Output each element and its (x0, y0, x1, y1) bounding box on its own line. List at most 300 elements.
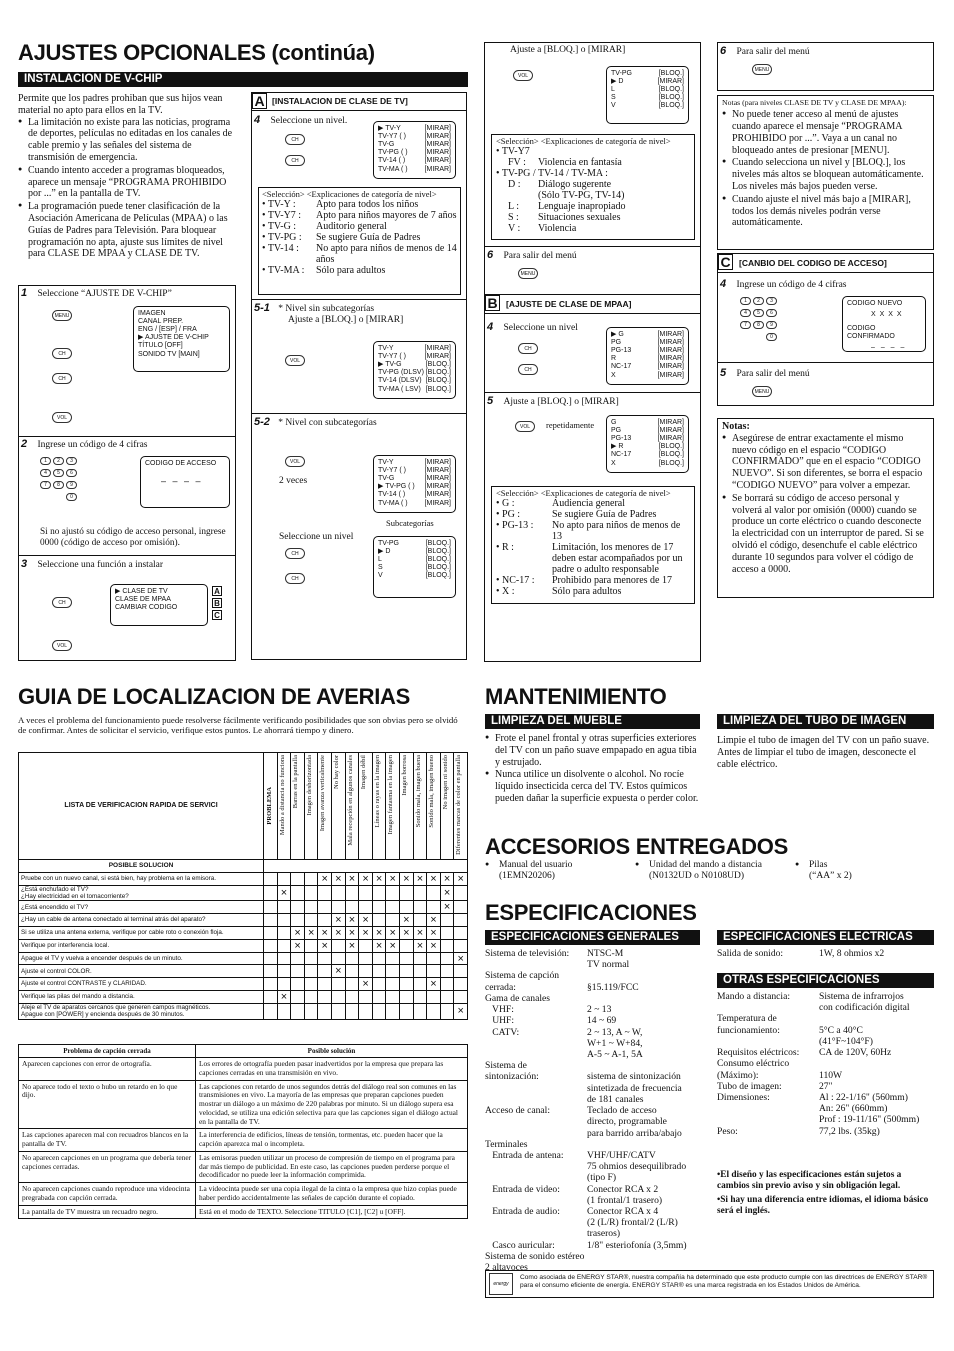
problem-col-header (386, 753, 400, 860)
ch-down-button-icon: CH (285, 573, 305, 584)
mpaa-bar: [AJUSTE DE CLASE DE MPAA] (506, 299, 632, 309)
selection-key: • TV-PG / TV-14 / TV-MA : (496, 168, 608, 180)
menu-line: ▶ CLASE DE TV (115, 588, 168, 595)
blank-cell (400, 901, 414, 914)
row-label: ▶ TV-G (378, 361, 402, 369)
selection-item (496, 520, 690, 542)
solution-text-2: ¿Hay electricidad en el tomacorriente? (21, 893, 129, 901)
screen-row (611, 347, 684, 355)
legal-note: •El diseño y las especificaciones están sujetos a cambios sin previo aviso y sin obligación legal. (717, 1170, 902, 1191)
solution-cell (19, 991, 264, 1004)
selection-header: <Selección> <Explicaciones de categoría de nivel> (262, 189, 437, 199)
intro-text: Permite que los padres prohiban que sus hijos vean material no apto para ellos en la TV. (18, 93, 223, 116)
screen-row (378, 353, 451, 361)
table-row (19, 927, 468, 940)
solution-cell (19, 1003, 264, 1019)
row-label: X (611, 371, 616, 379)
table-row (19, 1205, 468, 1219)
row-label: NC-17 (611, 363, 632, 371)
col4-step6 (720, 45, 810, 58)
spec-value: con codificación digital (819, 1002, 910, 1014)
step-text: Seleccione “AJUSTE DE V-CHIP” (37, 289, 172, 299)
check-mark: × (304, 927, 318, 940)
row-label: TV-14 ( ) (378, 157, 406, 165)
new-code-field: X X X X (871, 311, 903, 319)
selection-item (496, 201, 690, 212)
blank-cell (372, 978, 386, 991)
bullet-icon: ● (485, 860, 490, 868)
blank-cell (264, 991, 278, 1004)
blank-cell (359, 952, 373, 965)
spec-key (485, 1195, 587, 1206)
row-label: TV-PG (378, 540, 400, 547)
selection-item (496, 168, 690, 179)
step-text: Ingrese un código de 4 cifras (736, 280, 847, 290)
check-mark: × (386, 927, 400, 940)
table-row (19, 1058, 468, 1080)
screen-row (611, 86, 684, 94)
spec-key: (Máximo): (717, 1069, 759, 1081)
step-number: 5-1 (254, 302, 270, 314)
selection-key: • X : (496, 586, 515, 598)
blank-cell (427, 991, 441, 1004)
spec-value: directo, programable (587, 1116, 667, 1128)
selection-list (262, 199, 457, 276)
selection-item (496, 575, 690, 586)
code-step5 (720, 367, 810, 380)
row-label: L (378, 556, 382, 564)
spec-value: TV normal (587, 959, 630, 971)
spec-row (485, 1049, 700, 1060)
row-value: [BLOQ.] (658, 451, 684, 459)
step-number: 5 (720, 367, 727, 379)
desc-line: Violencia en fantasía (538, 157, 622, 169)
spec-row (485, 1184, 700, 1195)
selection-item (496, 212, 690, 223)
spec-key: sintonización: (485, 1071, 539, 1083)
row-value: [MIRAR] (657, 435, 684, 443)
menu-line: SONIDO TV [MAIN] (138, 350, 200, 358)
selection-key: • TV-Y7 (496, 146, 530, 158)
tv-rating-screen (373, 341, 456, 399)
row-value: [BLOQ.] (658, 459, 684, 467)
divider (18, 436, 236, 437)
solution-cell (19, 939, 264, 952)
mueble-list (485, 733, 700, 806)
spec-row (485, 1004, 700, 1015)
check-mark: × (427, 978, 441, 991)
divider (251, 299, 467, 300)
key-7: 7 (40, 481, 51, 489)
blank-cell (454, 901, 468, 914)
function-tags (212, 586, 222, 622)
step-number: 4 (254, 114, 261, 126)
spec-row (485, 1083, 700, 1094)
blank-cell (332, 885, 346, 901)
bullet-item: ● Frote el panel frontal y otras superficies exteriores del TV con un paño suave empapado en agua tibia y estrujado. (485, 733, 700, 768)
blank-cell (264, 927, 278, 940)
spec-value: 110W (819, 1069, 843, 1081)
spec-row (485, 982, 700, 993)
problem-label: Líneas o rayas en la imagen (373, 755, 381, 828)
row-label: TV-MA ( LSV) (378, 385, 421, 393)
check-mark: × (413, 927, 427, 940)
spec-row (717, 1092, 934, 1103)
key-0: 0 (66, 493, 77, 501)
key-8: 8 (53, 481, 64, 489)
vol-button-icon: VOL (513, 70, 533, 81)
step-number: 2 (21, 438, 28, 450)
screen-row (378, 548, 451, 556)
tv-step52 (254, 416, 377, 429)
blank-cell (318, 1003, 332, 1019)
table-row (19, 952, 468, 965)
selection-key: D : (508, 179, 521, 191)
selection-desc: Sólo para adultos (552, 586, 622, 598)
screen-row (378, 491, 451, 499)
screen-row (378, 141, 451, 149)
spec-key (485, 959, 587, 970)
blank-cell (454, 965, 468, 978)
screen-row (611, 355, 684, 363)
spec-row (717, 1002, 934, 1013)
spec-key: Tubo de imagen: (717, 1080, 782, 1092)
blank-cell (413, 885, 427, 901)
tv-rating-screen (373, 121, 456, 179)
row-value: [MIRAR] (424, 467, 451, 475)
screen-row (378, 500, 451, 508)
problem-col-header (291, 753, 305, 860)
spec-key (485, 1217, 587, 1239)
blank-cell (386, 1003, 400, 1019)
confirm-code-label: CODIGO CONFIRMADO (847, 325, 895, 341)
row-value: [MIRAR] (657, 419, 684, 426)
problem-label: Sonido mala, imagen buena (414, 755, 422, 828)
blank-cell (386, 901, 400, 914)
row-value: [BLOQ.] (658, 94, 684, 102)
check-mark: × (318, 939, 332, 952)
select-level-label: Seleccione un nivel (279, 532, 354, 542)
row-value: [MIRAR] (657, 371, 684, 379)
spec-value: 1/8" esteriofonía (3,5mm) (587, 1239, 687, 1251)
screen-row (378, 149, 451, 157)
row-label: TV-G (378, 141, 395, 149)
row-label: TV-14 (DLSV) (378, 377, 422, 385)
bullet-icon: ● (635, 860, 640, 868)
check-mark: × (291, 939, 305, 952)
bullet-item: ● No puede tener acceso al menú de ajustes cuando aparece el mensaje “PROGRAMA PROHIBIDO por ...”. Vaya a un canal no bloqueado antes de presionar [MENU]. (722, 109, 929, 156)
screen-row (378, 564, 451, 572)
solution-text: Aleje el TV de aparatos cercanos que generen campos magnéticos. (21, 1003, 211, 1011)
spec-value: 2 ~ 13 (587, 1004, 612, 1016)
problem-col-header (427, 753, 441, 860)
screen-row (378, 386, 451, 394)
row-label: ▶ R (611, 443, 624, 451)
table-row (19, 872, 468, 885)
spec-row (717, 1047, 934, 1058)
blank-cell (413, 901, 427, 914)
spec-value: 14 ~ 69 (587, 1015, 617, 1027)
mant-title: MANTENIMIENTO (485, 684, 667, 709)
vol-button-icon: VOL (515, 421, 535, 432)
row-label: TV-Y7 ( ) (378, 133, 407, 141)
solution-text: ¿Está enchufado el TV? (21, 885, 89, 893)
blank-cell (454, 939, 468, 952)
selection-header: <Selección> <Explicaciones de categoría de nivel> (496, 488, 671, 498)
table-row (19, 1151, 468, 1182)
spec-row (485, 1161, 700, 1172)
col3-step6 (487, 249, 577, 262)
check-mark: × (427, 927, 441, 940)
row-value: [BLOQ.] (658, 102, 684, 110)
step-number: 5 (487, 395, 494, 407)
spec-row (485, 1150, 700, 1161)
spec-row (485, 1240, 700, 1251)
blank-cell (386, 952, 400, 965)
solution-cell (19, 978, 264, 991)
check-mark: × (454, 872, 468, 885)
problem-col-header (277, 753, 291, 860)
spec-key: VHF: (485, 1004, 514, 1016)
blank-cell (264, 860, 468, 873)
cc-problem: Las capciones aparecen mal con recuadros blancos en la pantalla de TV. (19, 1129, 196, 1151)
spec-value: Sistema de infrarrojos (819, 991, 904, 1002)
selection-desc: No apto para niños de menos de 14 años (316, 243, 457, 266)
blank-cell (264, 952, 278, 965)
blank-cell (304, 939, 318, 952)
blank-cell (332, 952, 346, 965)
spec-value: Prof : 19-11/16" (500mm) (819, 1114, 920, 1126)
subcat-selection-box (491, 134, 695, 240)
row-label: R (611, 355, 617, 363)
energy-star-logo-icon: energy (489, 1273, 513, 1295)
spec-row (485, 948, 700, 959)
access-code-screen (140, 456, 230, 508)
selection-item (496, 157, 690, 168)
cc-solution: La interferencia de edificios, líneas de tensión, tormentas, etc. pueden hacer que la capción aparezca mal o incompleta. (196, 1129, 468, 1151)
blank-cell (318, 901, 332, 914)
selection-list (496, 146, 690, 234)
spec-row (717, 991, 934, 1002)
tag-a: A (212, 586, 222, 596)
divider (484, 313, 701, 314)
blank-cell (304, 965, 318, 978)
ch-up-button-icon: CH (285, 548, 305, 559)
spec-key: Entrada de audio: (485, 1206, 560, 1218)
row-value: [MIRAR] (424, 353, 451, 361)
solution-text: Verifique las pilas del mando a distancia. (21, 993, 135, 1001)
ch-down-button-icon: CH (52, 373, 72, 384)
screen-row (611, 451, 684, 459)
table-row (19, 1080, 468, 1129)
spec-value: VHF/UHF/CATV (587, 1149, 656, 1161)
step-number: 4 (487, 321, 494, 333)
desc-line: Situaciones sexuales (538, 212, 621, 224)
solution-cell (19, 965, 264, 978)
screen-row (378, 459, 451, 467)
row-value: [MIRAR] (657, 355, 684, 363)
table-row (19, 914, 468, 927)
subcategory-screen (606, 66, 689, 124)
screen-row (611, 435, 684, 443)
blank-cell (400, 1003, 414, 1019)
spec-row (485, 1094, 700, 1105)
check-mark: × (427, 872, 441, 885)
row-label: L (611, 86, 615, 94)
number-keypad-icon (740, 295, 800, 343)
row-value: [MIRAR] (657, 347, 684, 355)
check-mark: × (413, 939, 427, 952)
spec-key: cerrada: (485, 981, 516, 993)
screen-row (378, 166, 451, 174)
blank-cell (304, 872, 318, 885)
selection-item (496, 586, 690, 597)
other-specs (717, 991, 934, 1137)
blank-cell (264, 965, 278, 978)
spec-key: Sistema de televisión: (485, 948, 570, 959)
tv-step4 (254, 114, 347, 127)
screen-row (378, 361, 451, 369)
check-mark: × (345, 939, 359, 952)
blank-cell (359, 991, 373, 1004)
menu-button-icon: MENU (752, 64, 772, 75)
spec-row (717, 1126, 934, 1137)
bullet-item: ● La programación puede tener clasificación de la Asociación Americana de Películas (MPAA) o las Guías de Padres para Televisión. Para bloquear programación no apta, ajuste sus límites de nivel para CLASE DE MPAA y CLASE DE TV. (18, 201, 236, 260)
accessory-item (635, 860, 795, 882)
selection-key: V : (508, 223, 521, 235)
selection-item (262, 199, 457, 210)
screen-row (611, 94, 684, 102)
blank-cell (386, 991, 400, 1004)
legal-note: •Si hay una diferencia entre idiomas, el idioma básico será el inglés. (717, 1194, 929, 1216)
row-value: [BLOQ.] (425, 572, 451, 580)
blank-cell (413, 1003, 427, 1019)
step-text-2: Ajuste a [BLOQ.] o [MIRAR] (288, 315, 404, 326)
cc-problem: No aparecen capciones cuando reproduce una videocinta pregrabada con capción cerrada. (19, 1183, 196, 1205)
selection-key: S : (508, 212, 519, 224)
blank-cell (318, 978, 332, 991)
blank-cell (277, 939, 291, 952)
check-mark: × (345, 914, 359, 927)
table-row (19, 991, 468, 1004)
step-number: 6 (720, 45, 727, 57)
check-mark: × (454, 1003, 468, 1019)
blank-cell (413, 914, 427, 927)
solution-text-2: Apague con [POWER] y encienda después de 30 minutos. (21, 1011, 185, 1019)
vol-button-icon: VOL (285, 355, 305, 366)
cc-problem: No aparece todo el texto o hubo un retardo en lo que dijo. (19, 1080, 196, 1129)
notes-list (722, 109, 929, 229)
blank-cell (400, 965, 414, 978)
key-7: 7 (740, 321, 751, 329)
mpaa-step5 (487, 395, 619, 408)
selection-item (262, 221, 457, 232)
blank-cell (304, 952, 318, 965)
menu-button-icon: MENU (752, 386, 772, 397)
blank-cell (359, 965, 373, 978)
step-text: * Nivel sin subcategorías (278, 304, 375, 314)
check-mark: × (359, 927, 373, 940)
selection-item (262, 265, 457, 276)
blank-cell (386, 965, 400, 978)
solution-text: Pruebe con un nuevo canal, si está bien, hay problema en la emisora. (21, 874, 216, 882)
step-text: Seleccione un nivel. (270, 116, 348, 126)
electrical-specs (717, 948, 934, 959)
mueble-bar: LIMPIEZA DEL MUEBLE (485, 714, 700, 729)
key-6: 6 (66, 469, 77, 477)
blank-cell (372, 885, 386, 901)
legal-notes (717, 1170, 934, 1220)
problem-label: Sonido mala, imagen bueno (428, 755, 436, 828)
blank-cell (345, 1003, 359, 1019)
spec-key (485, 1049, 587, 1060)
solution-text: Verifique por interferencia local. (21, 942, 110, 950)
spec-key: Consumo eléctrico (717, 1058, 790, 1070)
spec-key (485, 1172, 587, 1183)
check-mark: × (291, 927, 305, 940)
step-text: Para salir del menú (736, 369, 810, 379)
screen-row (378, 572, 451, 580)
row-value: [BLOQ.] (658, 443, 684, 451)
blank-cell (291, 872, 305, 885)
spec-key: Mando a distancia: (717, 991, 790, 1002)
blank-cell (304, 991, 318, 1004)
solution-cell (19, 901, 264, 914)
selection-item (262, 210, 457, 221)
spec-row (485, 1027, 700, 1038)
spec-key (717, 1103, 819, 1114)
row-value: [BLOQ.] (425, 540, 451, 547)
screen-row (378, 540, 451, 548)
acc-title: ACCESORIOS ENTREGADOS (485, 834, 788, 859)
blank-cell (345, 885, 359, 901)
guia-intro: A veces el problema del funcionamiento puede resolverse fácilmente verificando posibilidades que son obvias pero se olvidó de confirmar. Antes de solicitar el servicio, verifique estos puntos. Le ahorrará tiempo y dinero. (18, 715, 458, 736)
divider (251, 110, 467, 111)
solution-cell (19, 872, 264, 885)
spec-title: ESPECIFICACIONES (485, 900, 697, 925)
elec-spec-bar: ESPECIFICACIONES ELECTRICAS (717, 930, 934, 945)
screen-row (378, 475, 451, 483)
screen-row (611, 70, 684, 78)
row-label: ▶ D (611, 78, 624, 86)
row-value: [MIRAR] (657, 78, 684, 86)
selection-desc: Audiencia general (552, 498, 626, 510)
page-title: AJUSTES OPCIONALES (continúa) (18, 40, 375, 65)
key-6: 6 (766, 309, 777, 317)
selection-key: • NC-17 : (496, 575, 535, 587)
menu-line: CLASE DE MPAA (115, 596, 171, 604)
spec-row (717, 1013, 934, 1024)
row-value: [BLOQ.] (425, 377, 451, 385)
menu-line: IMAGEN (138, 310, 166, 317)
menu-screen (133, 306, 230, 372)
spec-key (717, 1002, 819, 1013)
tv-step51 (254, 302, 403, 326)
notes-title: Notas (para niveles CLASE DE TV y CLASE DE MPAA): (722, 98, 907, 107)
blank-cell (264, 901, 278, 914)
spec-key (485, 1161, 587, 1172)
cc-solution: Las capciones con retardo de unos segundos detrás del diálogo real son comunes en las transmisiones en vivo. La mayoría de las empresas que preparan capciones pueden mostrar un diálogo a un máximo de 220 palabras por minuto. Si un diálogo supera esa velocidad, se utiliza una edición selectiva para que las capciones sigan el diálogo actual en la pantalla de TV. (196, 1080, 468, 1129)
row-label: TV-PG (DLSV) (378, 369, 424, 377)
accessory-name: Unidad del mando a distancia (649, 860, 762, 870)
blank-cell (413, 952, 427, 965)
spec-row (717, 1081, 934, 1092)
blank-cell (400, 978, 414, 991)
blank-cell (440, 939, 454, 952)
solution-text: Ajuste el control CONTRASTE y CLARIDAD. (21, 980, 147, 988)
ch-up-button-icon: CH (518, 343, 538, 354)
problem-col-header (372, 753, 386, 860)
